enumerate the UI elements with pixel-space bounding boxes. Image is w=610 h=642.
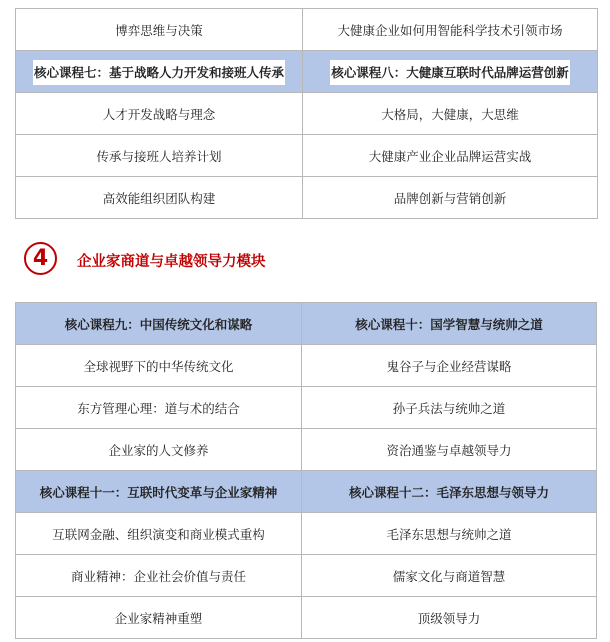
table-cell xyxy=(303,9,598,51)
table-row xyxy=(16,93,598,135)
table-cell xyxy=(302,303,597,345)
table-row xyxy=(16,513,597,555)
table-cell xyxy=(16,429,302,471)
course-table-lower xyxy=(15,302,597,639)
table-cell xyxy=(303,177,598,219)
course-item: 互联网金融、组织演变和商业模式重构 xyxy=(52,526,265,542)
table-cell xyxy=(303,93,598,135)
core-course-title: 核心课程十：国学智慧与统帅之道 xyxy=(355,316,543,332)
course-item: 鬼谷子与企业经营谋略 xyxy=(386,358,512,374)
table-cell xyxy=(16,135,303,177)
section-number-badge: 4 xyxy=(24,242,57,275)
table-cell xyxy=(16,513,302,555)
table-row xyxy=(16,9,598,51)
table-cell xyxy=(16,555,302,597)
table-cell xyxy=(16,345,302,387)
table-row xyxy=(16,135,598,177)
course-item: 企业家的人文修养 xyxy=(108,442,209,458)
table-header-row xyxy=(16,51,598,93)
table-cell xyxy=(302,555,597,597)
table-cell xyxy=(16,597,302,639)
table-row xyxy=(16,597,597,639)
course-item: 大健康产业企业品牌运营实战 xyxy=(368,148,532,164)
table-row xyxy=(16,387,597,429)
course-item: 大格局，大健康，大思维 xyxy=(381,106,519,122)
table-cell xyxy=(16,471,302,513)
table-cell xyxy=(303,135,598,177)
course-table-upper xyxy=(15,8,598,219)
table-row xyxy=(16,177,598,219)
course-item: 传承与接班人培养计划 xyxy=(96,148,222,164)
table-cell xyxy=(16,93,303,135)
table-cell xyxy=(302,387,597,429)
core-course-title: 核心课程十一：互联时代变革与企业家精神 xyxy=(39,484,278,500)
core-course-title: 核心课程十二：毛泽东思想与领导力 xyxy=(348,484,549,500)
table-row xyxy=(16,429,597,471)
table-row xyxy=(16,345,597,387)
table-row xyxy=(16,555,597,597)
table-header-row xyxy=(16,303,597,345)
table-cell xyxy=(16,387,302,429)
table-cell xyxy=(302,597,597,639)
table-cell xyxy=(302,471,597,513)
course-item: 东方管理心理：道与术的结合 xyxy=(77,400,240,416)
table-cell xyxy=(16,9,303,51)
core-course-title: 核心课程七：基于战略人力开发和接班人传承 xyxy=(33,60,285,85)
course-item: 毛泽东思想与统帅之道 xyxy=(386,526,512,542)
core-course-title: 核心课程九：中国传统文化和谋略 xyxy=(64,316,253,332)
course-item: 品牌创新与营销创新 xyxy=(393,190,507,206)
table-cell xyxy=(16,303,302,345)
course-item: 儒家文化与商道智慧 xyxy=(392,568,506,584)
course-item: 大健康企业如何用智能科学技术引领市场 xyxy=(337,22,563,38)
course-item: 资治通鉴与卓越领导力 xyxy=(386,442,512,458)
section-title: 企业家商道与卓越领导力模块 xyxy=(77,254,266,270)
section-heading xyxy=(24,242,266,275)
course-item: 企业家精神重塑 xyxy=(114,610,203,626)
course-item: 人才开发战略与理念 xyxy=(102,106,216,122)
table-cell xyxy=(303,51,598,93)
course-table-body xyxy=(16,9,598,219)
table-header-row xyxy=(16,471,597,513)
table-cell xyxy=(16,177,303,219)
table-cell xyxy=(16,51,303,93)
core-course-title: 核心课程八：大健康互联时代品牌运营创新 xyxy=(330,60,570,85)
course-item: 博弈思维与决策 xyxy=(115,22,203,38)
course-item: 商业精神：企业社会价值与责任 xyxy=(70,568,246,584)
table-cell xyxy=(302,429,597,471)
course-item: 顶级领导力 xyxy=(417,610,481,626)
course-item: 孙子兵法与统帅之道 xyxy=(392,400,506,416)
table-cell xyxy=(302,345,597,387)
course-item: 全球视野下的中华传统文化 xyxy=(83,358,234,374)
course-table-body xyxy=(16,303,597,639)
course-item: 高效能组织团队构建 xyxy=(102,190,216,206)
table-cell xyxy=(302,513,597,555)
